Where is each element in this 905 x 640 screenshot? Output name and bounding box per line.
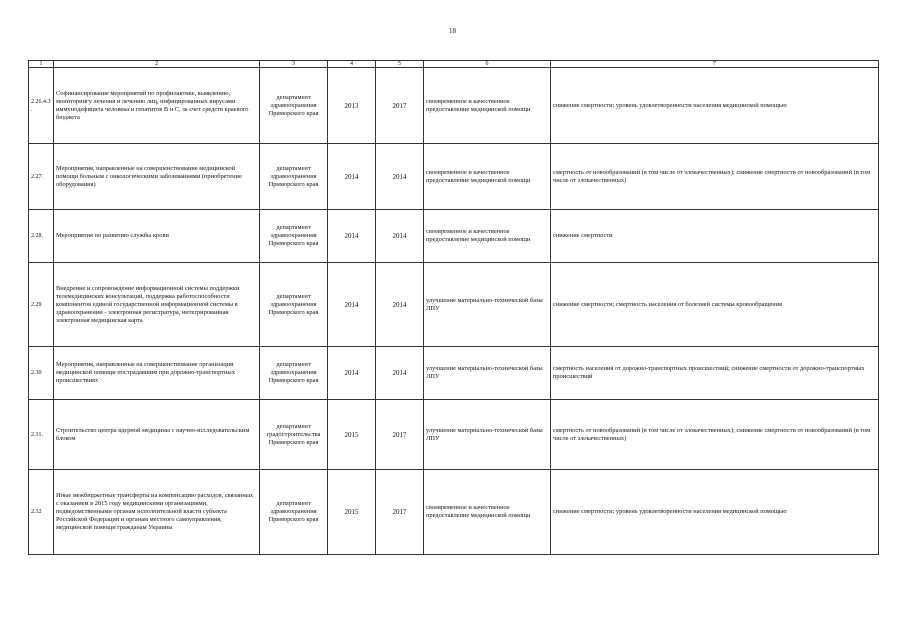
column-number: 6 — [424, 61, 551, 68]
column-number: 5 — [376, 61, 424, 68]
row-number: 2.30 — [29, 347, 54, 400]
indicators: снижение смертности; уровень удовлетворенности населения медицинской помощью — [551, 470, 879, 555]
executor: департамент здравоохранения Приморского края — [260, 210, 328, 263]
expected-result: своевременное и качественное предоставление медицинской помощи — [424, 210, 551, 263]
row-number: 2.29 — [29, 263, 54, 347]
program-measures-table — [28, 60, 879, 555]
indicators: снижение смертности; уровень удовлетворенности населения медицинской помощью — [551, 68, 879, 144]
start-year: 2014 — [328, 144, 376, 210]
executor: департамент градостроительства Приморского края — [260, 400, 328, 470]
end-year: 2014 — [376, 347, 424, 400]
end-year: 2014 — [376, 263, 424, 347]
start-year: 2013 — [328, 68, 376, 144]
expected-result: улучшение материально-технической базы ЛПУ — [424, 347, 551, 400]
executor: департамент здравоохранения Приморского края — [260, 347, 328, 400]
end-year: 2017 — [376, 400, 424, 470]
start-year: 2014 — [328, 263, 376, 347]
end-year: 2017 — [376, 470, 424, 555]
indicators: смертность от новообразований (в том числе от злокачественных); снижение смертности от новообразований (в том числе от злокачественных) — [551, 400, 879, 470]
table-row — [29, 347, 879, 400]
expected-result: своевременное и качественное предоставление медицинской помощи — [424, 144, 551, 210]
table-row — [29, 68, 879, 144]
expected-result: улучшение материально-технической базы ЛПУ — [424, 263, 551, 347]
column-number: 2 — [54, 61, 260, 68]
start-year: 2015 — [328, 400, 376, 470]
expected-result: своевременное и качественное предоставление медицинской помощи — [424, 470, 551, 555]
table-row — [29, 263, 879, 347]
expected-result: своевременное и качественное предоставление медицинской помощи — [424, 68, 551, 144]
end-year: 2017 — [376, 68, 424, 144]
start-year: 2014 — [328, 347, 376, 400]
column-number: 4 — [328, 61, 376, 68]
executor: департамент здравоохранения Приморского края — [260, 68, 328, 144]
measure-name: Софинансирование мероприятий по профилактике, выявлению, мониторингу лечения и лечению лиц, инфицированных вирусами иммунодефицита человека и гепатитов В и С, за счет средств краевого бюджета — [54, 68, 260, 144]
measure-name: Иные межбюджетные трансферты на компенсацию расходов, связанных с оказанием в 2015 году медицинскими организациями, подведомственными органам исполнительной власти субъекта Российской Федерации и органам местного самоуправления, медицинской помощи гражданам Украины — [54, 470, 260, 555]
table-row — [29, 210, 879, 263]
measure-name: Мероприятия, направленные на совершенствование организации медицинской помощи пострадавшим при дорожно-транспортных происшествиях — [54, 347, 260, 400]
measure-name: Мероприятия, направленные на совершенствование медицинской помощи больным с онкологическими заболеваниями (приобретение оборудования) — [54, 144, 260, 210]
column-number-row — [29, 61, 879, 68]
end-year: 2014 — [376, 144, 424, 210]
indicators: смертность населения от дорожно-транспортных происшествий; снижение смертности от дорожно-транспортных происшествий — [551, 347, 879, 400]
column-number: 3 — [260, 61, 328, 68]
indicators: снижение смертности; смертность населения от болезней системы кровообращения — [551, 263, 879, 347]
end-year: 2014 — [376, 210, 424, 263]
executor: департамент здравоохранения Приморского края — [260, 263, 328, 347]
expected-result: улучшение материально-технической базы ЛПУ — [424, 400, 551, 470]
table-row — [29, 470, 879, 555]
measure-name: Строительство центра ядерной медицины с научно-исследовательским блоком — [54, 400, 260, 470]
row-number: 2.26.4.3. — [29, 68, 54, 144]
measure-name: Мероприятия по развитию службы крови — [54, 210, 260, 263]
table-row — [29, 400, 879, 470]
row-number: 2.31. — [29, 400, 54, 470]
row-number: 2.32 — [29, 470, 54, 555]
start-year: 2015 — [328, 470, 376, 555]
table-row — [29, 144, 879, 210]
row-number: 2.28. — [29, 210, 54, 263]
measure-name: Внедрение и сопровождение информационной системы поддержки телемедицинских консультаций, поддержка работоспособности компонентов единой государственной информационной системы в здравоохранении - электронная регистратура, интегрированная электронная медицинская карта — [54, 263, 260, 347]
column-number: 7 — [551, 61, 879, 68]
indicators: снижение смертности — [551, 210, 879, 263]
row-number: 2.27. — [29, 144, 54, 210]
start-year: 2014 — [328, 210, 376, 263]
column-number: 1 — [29, 61, 54, 68]
executor: департамент здравоохранения Приморского края — [260, 470, 328, 555]
indicators: смертность от новообразований (в том числе от злокачественных); снижение смертности от новообразований (в том числе от злокачественных) — [551, 144, 879, 210]
page-number: 18 — [449, 27, 456, 35]
executor: департамент здравоохранения Приморского края — [260, 144, 328, 210]
